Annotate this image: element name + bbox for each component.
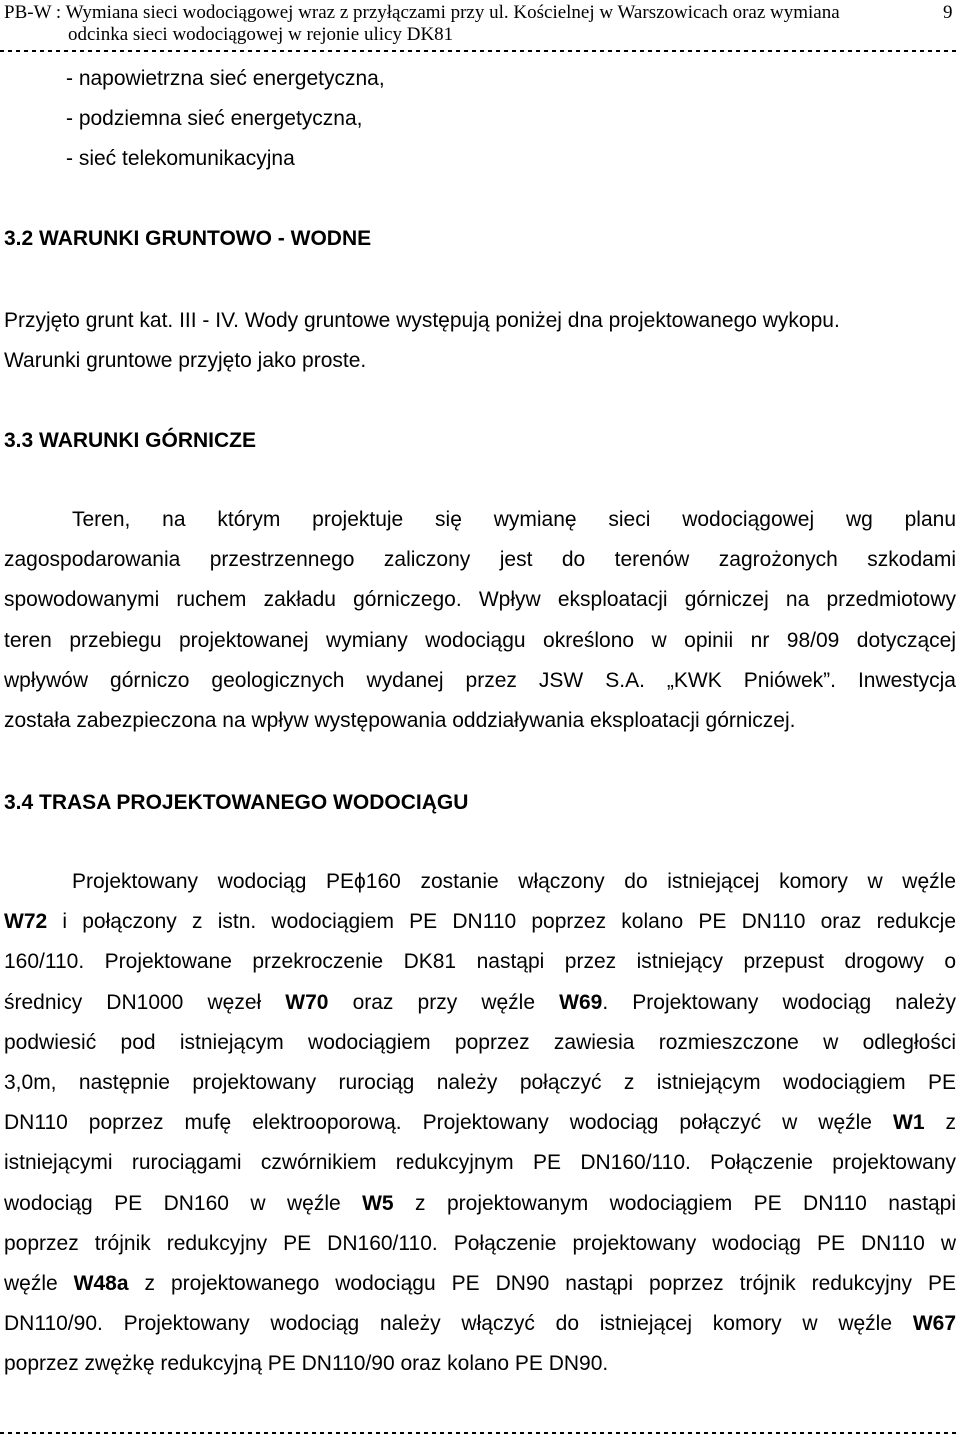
paragraph-text: DN110 poprzez mufę elektrooporową. Projektowany wodociąg połączyć w węźle <box>4 1111 893 1135</box>
node-label: W70 <box>285 990 329 1014</box>
node-label: W69 <box>559 990 603 1014</box>
footer-divider <box>0 1432 960 1434</box>
paragraph-text: węźle <box>4 1271 74 1295</box>
section-heading-3-4: 3.4 TRASA PROJEKTOWANEGO WODOCIĄGU <box>4 791 469 814</box>
list-item: - podziemna sieć energetyczna, <box>66 107 363 130</box>
paragraph-line: istniejącymi rurociągami czwórnikiem redukcyjnym PE DN160/110. Połączenie projektowany <box>4 1151 956 1175</box>
paragraph-text: wodociąg PE DN160 w węźle <box>4 1191 363 1215</box>
paragraph-line: 160/110. Projektowane przekroczenie DK81 nastąpi przez istniejący przepust drogowy o <box>4 950 956 974</box>
paragraph-line: została zabezpieczona na wpływ występowania oddziaływania eksploatacji górniczej. <box>4 708 796 732</box>
section-heading-3-2: 3.2 WARUNKI GRUNTOWO - WODNE <box>4 227 372 250</box>
header-title-line-2: odcinka sieci wodociągowej w rejonie ulicy DK81 <box>68 24 454 45</box>
section-heading-3-3: 3.3 WARUNKI GÓRNICZE <box>4 429 257 452</box>
paragraph-line: Warunki gruntowe przyjęto jako proste. <box>4 349 367 372</box>
paragraph-line: Przyjęto grunt kat. III - IV. Wody gruntowe występują poniżej dna projektowanego wykopu. <box>4 309 840 332</box>
paragraph-text: średnicy DN1000 węzeł <box>4 990 286 1014</box>
paragraph-line: poprzez zwężkę redukcyjną PE DN110/90 oraz kolano PE DN90. <box>4 1352 609 1376</box>
paragraph-line: 3,0m, następnie projektowany rurociąg należy połączyć z istniejącym wodociągiem PE <box>4 1070 956 1094</box>
node-label: W1 <box>893 1111 925 1135</box>
paragraph-line: wpływów górniczo geologicznych wydanej przez JSW S.A. „KWK Pniówek”. Inwestycja <box>4 668 956 692</box>
paragraph-line: Projektowany wodociąg PEϕ160 zostanie włączony do istniejącej komory w węźle <box>72 870 956 893</box>
paragraph-text: i połączony z istn. wodociągiem PE DN110 poprzez kolano PE DN110 oraz redukcje <box>47 910 956 934</box>
paragraph-line: spowodowanymi ruchem zakładu górniczego. Wpływ eksploatacji górniczej na przedmiotowy <box>4 588 956 612</box>
paragraph-line: zagospodarowania przestrzennego zaliczony jest do terenów zagrożonych szkodami <box>4 548 956 572</box>
paragraph-line <box>4 1264 956 1304</box>
paragraph-line <box>4 1103 956 1143</box>
paragraph-line: podwiesić pod istniejącym wodociągiem poprzez zawiesia rozmieszczone w odległości <box>4 1030 956 1054</box>
paragraph-text: z <box>924 1111 957 1135</box>
node-label: W48a <box>73 1271 129 1295</box>
paragraph-line: poprzez trójnik redukcyjny PE DN160/110. Połączenie projektowany wodociąg PE DN110 w <box>4 1231 956 1255</box>
paragraph-text: . Projektowany wodociąg należy <box>602 990 956 1014</box>
paragraph-text: oraz przy węźle <box>328 990 560 1014</box>
paragraph-line: teren przebiegu projektowanej wymiany wodociągu określono w opinii nr 98/09 dotyczącej <box>4 628 956 652</box>
section-3-3-paragraph <box>4 500 956 741</box>
paragraph-line: Teren, na którym projektuje się wymianę sieci wodociągowej wg planu <box>72 508 956 531</box>
paragraph-line <box>4 902 956 942</box>
paragraph-text: DN110/90. Projektowany wodociąg należy włączyć do istniejącej komory w węźle <box>4 1312 913 1336</box>
section-3-4-paragraph <box>4 862 956 1384</box>
paragraph-line <box>4 1304 956 1344</box>
list-item: - napowietrzna sieć energetyczna, <box>66 67 385 90</box>
header-divider <box>0 50 960 52</box>
list-item: - sieć telekomunikacyjna <box>66 147 295 170</box>
node-label: W5 <box>362 1191 394 1215</box>
paragraph-line <box>4 983 956 1023</box>
page-number: 9 <box>943 2 953 23</box>
header-title-line-1: PB-W : Wymiana sieci wodociągowej wraz z przyłączami przy ul. Kościelnej w Warszowicach oraz wymiana <box>4 2 840 23</box>
paragraph-line <box>4 1184 956 1224</box>
node-label: W72 <box>4 910 48 934</box>
paragraph-text: z projektowanego wodociągu PE DN90 nastąpi poprzez trójnik redukcyjny PE <box>128 1271 956 1295</box>
paragraph-text: z projektowanym wodociągiem PE DN110 nastąpi <box>393 1191 957 1215</box>
node-label: W67 <box>912 1312 956 1336</box>
